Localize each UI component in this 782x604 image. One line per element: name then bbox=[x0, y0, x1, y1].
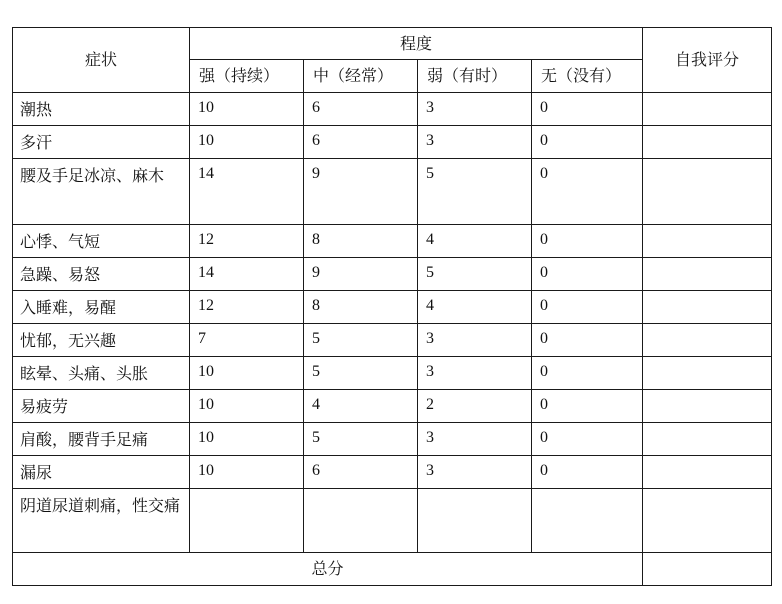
menopause-score-table bbox=[12, 27, 772, 586]
score-value-cell: 0 bbox=[532, 423, 643, 456]
score-value-cell bbox=[304, 489, 418, 553]
score-value-cell: 3 bbox=[418, 456, 532, 489]
table-row bbox=[13, 423, 772, 456]
score-value-cell: 5 bbox=[304, 324, 418, 357]
score-value-cell: 5 bbox=[418, 159, 532, 225]
score-value-cell: 10 bbox=[190, 423, 304, 456]
score-value-cell: 3 bbox=[418, 324, 532, 357]
symptom-cell: 眩晕、头痛、头胀 bbox=[13, 357, 190, 390]
score-value-cell: 7 bbox=[190, 324, 304, 357]
self-score-cell[interactable] bbox=[643, 456, 772, 489]
symptom-cell: 肩酸，腰背手足痛 bbox=[13, 423, 190, 456]
score-value-cell: 12 bbox=[190, 291, 304, 324]
score-value-cell: 4 bbox=[418, 225, 532, 258]
table-row bbox=[13, 93, 772, 126]
score-value-cell: 4 bbox=[418, 291, 532, 324]
symptom-cell: 阴道尿道刺痛，性交痛 bbox=[13, 489, 190, 553]
self-score-cell[interactable] bbox=[643, 324, 772, 357]
table-row bbox=[13, 324, 772, 357]
self-score-cell[interactable] bbox=[643, 258, 772, 291]
symptom-cell: 急躁、易怒 bbox=[13, 258, 190, 291]
self-score-cell[interactable] bbox=[643, 93, 772, 126]
score-value-cell: 3 bbox=[418, 93, 532, 126]
score-value-cell: 9 bbox=[304, 258, 418, 291]
header-level-weak: 弱（有时） bbox=[418, 60, 532, 93]
total-score-cell[interactable] bbox=[643, 553, 772, 586]
header-symptom: 症状 bbox=[13, 28, 190, 93]
score-value-cell: 0 bbox=[532, 126, 643, 159]
table-row bbox=[13, 159, 772, 225]
symptom-cell: 多汗 bbox=[13, 126, 190, 159]
header-degree: 程度 bbox=[190, 28, 643, 60]
table-row bbox=[13, 126, 772, 159]
self-score-cell[interactable] bbox=[643, 423, 772, 456]
symptom-cell: 腰及手足冰凉、麻木 bbox=[13, 159, 190, 225]
table-row bbox=[13, 291, 772, 324]
table-row bbox=[13, 357, 772, 390]
table-row bbox=[13, 489, 772, 553]
header-level-medium: 中（经常） bbox=[304, 60, 418, 93]
table-row bbox=[13, 258, 772, 291]
score-value-cell: 0 bbox=[532, 159, 643, 225]
symptom-cell: 心悸、气短 bbox=[13, 225, 190, 258]
self-score-cell[interactable] bbox=[643, 159, 772, 225]
score-value-cell: 5 bbox=[304, 357, 418, 390]
header-level-strong: 强（持续） bbox=[190, 60, 304, 93]
score-value-cell: 10 bbox=[190, 357, 304, 390]
self-score-cell[interactable] bbox=[643, 126, 772, 159]
score-value-cell: 12 bbox=[190, 225, 304, 258]
self-score-cell[interactable] bbox=[643, 291, 772, 324]
score-value-cell: 0 bbox=[532, 324, 643, 357]
self-score-cell[interactable] bbox=[643, 225, 772, 258]
self-score-cell[interactable] bbox=[643, 357, 772, 390]
score-value-cell: 10 bbox=[190, 126, 304, 159]
score-value-cell: 2 bbox=[418, 390, 532, 423]
score-value-cell: 4 bbox=[304, 390, 418, 423]
score-value-cell bbox=[418, 489, 532, 553]
symptom-cell: 漏尿 bbox=[13, 456, 190, 489]
symptom-cell: 忧郁，无兴趣 bbox=[13, 324, 190, 357]
score-value-cell: 0 bbox=[532, 390, 643, 423]
self-score-cell[interactable] bbox=[643, 390, 772, 423]
score-value-cell: 10 bbox=[190, 93, 304, 126]
score-value-cell bbox=[190, 489, 304, 553]
header-level-none: 无（没有） bbox=[532, 60, 643, 93]
score-value-cell: 6 bbox=[304, 93, 418, 126]
symptom-cell: 入睡难，易醒 bbox=[13, 291, 190, 324]
score-value-cell: 3 bbox=[418, 357, 532, 390]
score-value-cell: 0 bbox=[532, 291, 643, 324]
header-self-score: 自我评分 bbox=[643, 28, 772, 93]
score-value-cell: 3 bbox=[418, 423, 532, 456]
table-row bbox=[13, 225, 772, 258]
score-value-cell: 14 bbox=[190, 159, 304, 225]
header-row bbox=[13, 28, 772, 60]
score-value-cell: 3 bbox=[418, 126, 532, 159]
score-value-cell: 0 bbox=[532, 93, 643, 126]
score-value-cell: 10 bbox=[190, 456, 304, 489]
score-value-cell: 0 bbox=[532, 258, 643, 291]
score-value-cell: 8 bbox=[304, 225, 418, 258]
symptom-cell: 易疲劳 bbox=[13, 390, 190, 423]
score-value-cell: 0 bbox=[532, 225, 643, 258]
score-value-cell: 0 bbox=[532, 456, 643, 489]
table-row bbox=[13, 390, 772, 423]
score-value-cell: 14 bbox=[190, 258, 304, 291]
score-value-cell: 5 bbox=[418, 258, 532, 291]
total-row bbox=[13, 553, 772, 586]
score-value-cell: 6 bbox=[304, 126, 418, 159]
score-value-cell: 10 bbox=[190, 390, 304, 423]
symptom-cell: 潮热 bbox=[13, 93, 190, 126]
score-value-cell: 8 bbox=[304, 291, 418, 324]
score-value-cell: 9 bbox=[304, 159, 418, 225]
score-value-cell bbox=[532, 489, 643, 553]
score-value-cell: 5 bbox=[304, 423, 418, 456]
score-value-cell: 6 bbox=[304, 456, 418, 489]
score-value-cell: 0 bbox=[532, 357, 643, 390]
table-row bbox=[13, 456, 772, 489]
self-score-cell[interactable] bbox=[643, 489, 772, 553]
total-label: 总分 bbox=[13, 553, 643, 586]
